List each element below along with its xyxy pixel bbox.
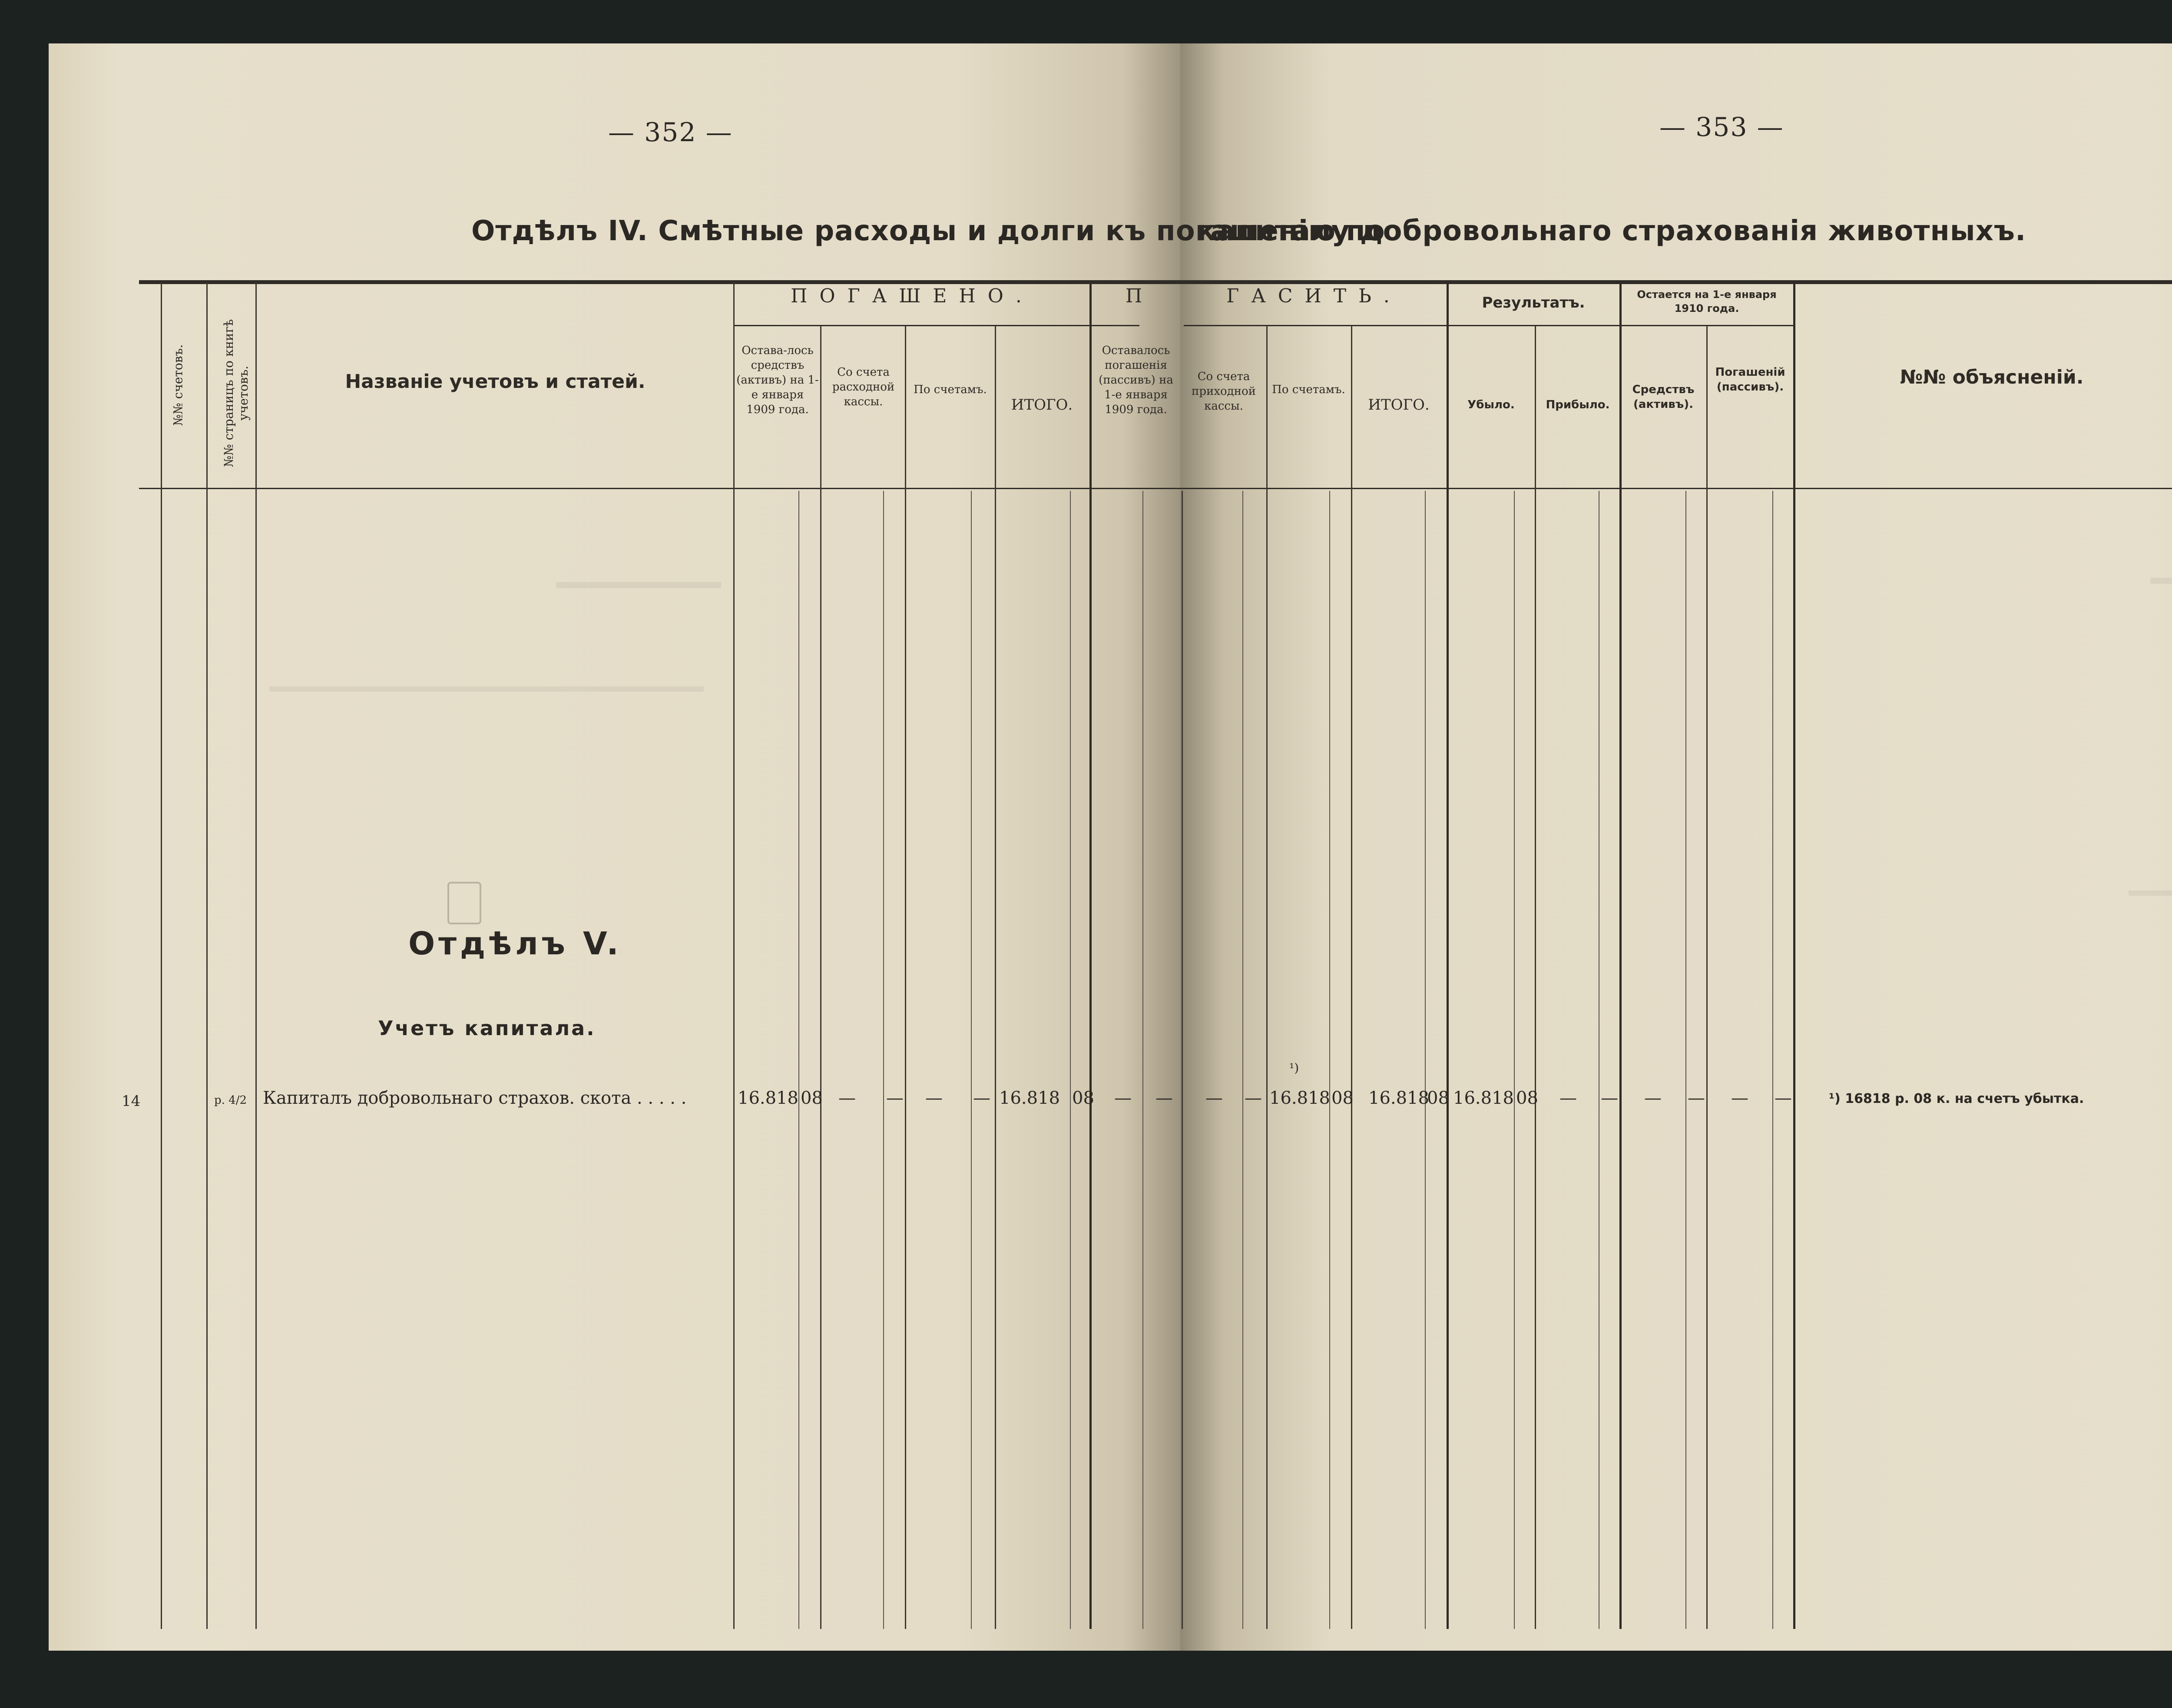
header-paid-total: ИТОГО. <box>1011 396 1073 414</box>
col-line <box>1266 326 1268 1629</box>
header-name: Названіе учетовъ и статей. <box>345 371 646 393</box>
paid-expense-rub: — <box>838 1088 856 1108</box>
paid-remaining-rub: 16.818 <box>738 1088 798 1108</box>
topay-remaining-rub: — <box>1114 1088 1132 1108</box>
paid-accounts-kop: — <box>973 1088 990 1108</box>
col-line <box>905 326 906 1629</box>
header-notes: №№ объясненій. <box>1900 366 2084 388</box>
col-line <box>1425 491 1426 1629</box>
paid-total-kop: 08 <box>1072 1088 1094 1108</box>
col-line <box>798 491 799 1629</box>
header-bottom-rule <box>139 488 2172 489</box>
header-paid-expense: Со счета расходной кассы. <box>832 366 895 408</box>
remains-repay-kop: — <box>1775 1088 1792 1108</box>
rule-result-group <box>1447 325 1619 326</box>
col-line <box>1142 491 1143 1629</box>
col-line <box>255 282 257 1629</box>
col-line <box>1793 282 1795 1629</box>
header-pages: №№ страницъ по книгѣ учетовъ. <box>222 319 251 467</box>
col-line <box>971 491 972 1629</box>
row-note: ¹) 16818 р. 08 к. на счетъ убытка. <box>1829 1091 2084 1106</box>
table-top-rule <box>139 280 2172 284</box>
result-profit-kop: — <box>1601 1088 1618 1108</box>
header-remains: Остается на 1-е января 1910 года. <box>1637 288 1777 314</box>
col-line <box>1070 491 1071 1629</box>
col-line <box>820 326 821 1629</box>
col-line <box>206 282 208 1629</box>
paid-total-rub: 16.818 <box>999 1088 1060 1108</box>
remains-funds-rub: — <box>1644 1088 1662 1108</box>
col-line <box>1182 491 1183 1629</box>
rule-paid-group <box>733 325 1139 326</box>
header-topay-remaining: Оставалось погашенія (пассивъ) на 1-е января 1909 года. <box>1099 344 1173 416</box>
header-remains-funds: Средствъ (активъ). <box>1632 383 1695 411</box>
header-topay-total: ИТОГО. <box>1368 396 1430 414</box>
col-line <box>883 491 884 1629</box>
section-title: Отдѣлъ V. <box>408 925 622 962</box>
topay-accounts-kop: 08 <box>1331 1088 1354 1108</box>
col-line <box>1706 326 1708 1629</box>
header-topay-part1: П <box>1125 285 1142 307</box>
col-line <box>995 326 996 1629</box>
col-line <box>1619 282 1622 1629</box>
show-through <box>2129 890 2172 896</box>
col-line <box>1535 326 1536 1629</box>
section-subtitle: Учетъ капитала. <box>378 1016 596 1040</box>
header-result-profit: Прибыло. <box>1546 398 1610 411</box>
col-line <box>1685 491 1686 1629</box>
col-line <box>1351 326 1352 1629</box>
topay-remaining-kop: — <box>1156 1088 1173 1108</box>
col-line <box>161 282 162 1629</box>
header-paid-accounts: По счетамъ. <box>914 383 987 396</box>
remains-repay-rub: — <box>1731 1088 1748 1108</box>
row-page-ref: р. 4/2 <box>214 1094 247 1107</box>
row-name: Капиталъ добровольнаго страхов. скота . . . . . <box>263 1088 687 1108</box>
col-line <box>1772 491 1773 1629</box>
header-accounts: №№ счетовъ. <box>171 344 185 426</box>
col-line <box>733 282 735 1629</box>
header-topay-accounts: По счетамъ. <box>1272 383 1345 396</box>
row-account-no: 14 <box>122 1092 141 1110</box>
show-through <box>2150 578 2172 584</box>
show-through <box>269 686 704 692</box>
header-topay-part2: ГАСИТЬ. <box>1226 285 1402 307</box>
footnote-mark: ¹) <box>1289 1061 1299 1075</box>
paid-accounts-rub: — <box>925 1088 943 1108</box>
header-paid-remaining: Остава-лось средствъ (активъ) на 1-е января 1909 года. <box>736 344 819 416</box>
topay-accounts-rub: 16.818 <box>1269 1088 1330 1108</box>
col-line <box>1242 491 1243 1629</box>
header-paid: ПОГАШЕНО. <box>791 285 1034 307</box>
result-loss-kop: 08 <box>1516 1088 1538 1108</box>
title-left: Отдѣлъ IV. Смѣтные расходы и долги къ погашенію по <box>471 215 1385 247</box>
topay-total-rub: 16.818 <box>1368 1088 1429 1108</box>
page-number-left: — 352 — <box>608 117 733 148</box>
paid-remaining-kop: 08 <box>801 1088 823 1108</box>
left-page <box>49 43 1180 1651</box>
rule-topay-group <box>1184 325 1447 326</box>
header-remains-repay: Погашеній (пассивъ). <box>1715 366 1785 394</box>
result-loss-rub: 16.818 <box>1453 1088 1514 1108</box>
col-line <box>1514 491 1515 1629</box>
library-stamp <box>447 882 481 924</box>
col-line <box>1089 282 1092 1629</box>
header-result: Результатъ. <box>1482 294 1585 311</box>
title-right: капиталу добровольнаго страхованія животныхъ. <box>1197 215 2026 247</box>
topay-income-rub: — <box>1205 1088 1223 1108</box>
col-line <box>1329 491 1330 1629</box>
topay-income-kop: — <box>1245 1088 1262 1108</box>
show-through <box>556 582 721 588</box>
topay-total-kop: 08 <box>1427 1088 1449 1108</box>
result-profit-rub: — <box>1559 1088 1577 1108</box>
paid-expense-kop: — <box>886 1088 904 1108</box>
header-result-loss: Убыло. <box>1467 398 1515 411</box>
col-line <box>1447 282 1449 1629</box>
remains-funds-kop: — <box>1688 1088 1705 1108</box>
page-number-right: — 353 — <box>1659 112 1784 142</box>
header-topay-income: Со счета приходной кассы. <box>1192 370 1256 413</box>
